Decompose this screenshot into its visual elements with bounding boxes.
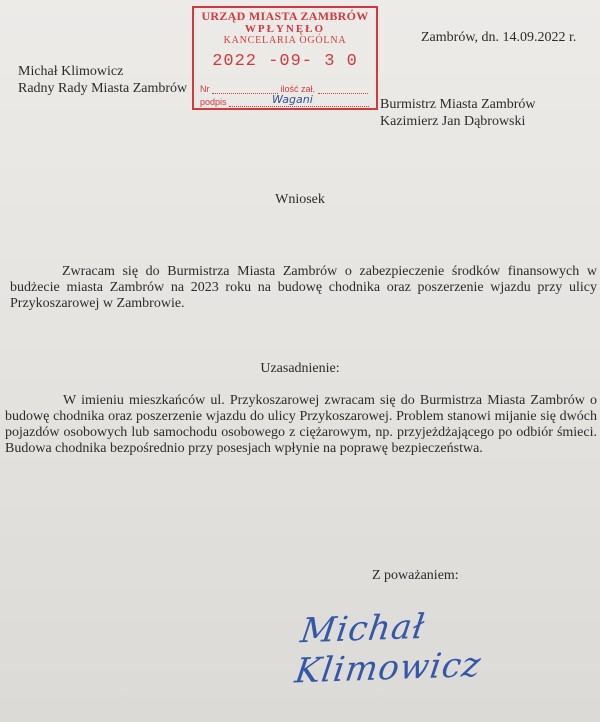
justification-heading: Uzasadnienie: bbox=[260, 361, 340, 376]
stamp-podpis-line bbox=[229, 106, 369, 107]
stamp-nr-line bbox=[212, 93, 278, 94]
place-date: Zambrów, dn. 14.09.2022 r. bbox=[421, 30, 577, 45]
stamp-office: URZĄD MIASTA ZAMBRÓW bbox=[201, 9, 369, 23]
handwritten-signature: Michał Klimowicz bbox=[292, 606, 484, 692]
closing-formula: Z poważaniem: bbox=[372, 568, 459, 583]
recipient-office: Burmistrz Miasta Zambrów bbox=[380, 97, 536, 112]
stamp-received: WPŁYNĘŁO bbox=[244, 23, 326, 35]
stamp-ilosc-label: ilość zał. bbox=[280, 84, 316, 94]
document-heading: Wniosek bbox=[275, 192, 325, 207]
stamp-department: KANCELARIA OGÓLNA bbox=[223, 35, 347, 46]
stamp-podpis-handwriting: Wagani bbox=[272, 93, 313, 106]
justification-paragraph: W imieniu mieszkańców ul. Przykoszarowej zwracam się do Burmistrza Miasta Zambrów o budowę chodnika oraz poszerzenie wjazdu do ulicy Przykoszarowej. Problem stanowi mijanie się dwóch pojazdów osobowych lub samochodu osobowego z ciężarowym, np. przyjeżdżającego po odbiór śmieci. Budowa chodnika bezpośrednio przy posesjach wpłynie na poprawę bezpieczeństwa. bbox=[5, 393, 597, 456]
sender-title: Radny Rady Miasta Zambrów bbox=[18, 81, 188, 96]
registry-stamp bbox=[192, 6, 378, 110]
sender-name: Michał Klimowicz bbox=[18, 64, 124, 79]
stamp-nr-label: Nr bbox=[200, 84, 210, 94]
recipient-name: Kazimierz Jan Dąbrowski bbox=[380, 114, 526, 129]
stamp-date: 2022 -09- 3 0 bbox=[212, 52, 358, 71]
request-paragraph: Zwracam się do Burmistrza Miasta Zambrów o zabezpieczenie środków finansowych w budżecie miasta Zambrów na 2023 roku na budowę chodnika oraz poszerzenie wjazdu przy ulicy Przykoszarowej w Zambrowie. bbox=[10, 264, 597, 311]
stamp-podpis-label: podpis bbox=[200, 97, 227, 107]
stamp-ilosc-line bbox=[318, 93, 368, 94]
